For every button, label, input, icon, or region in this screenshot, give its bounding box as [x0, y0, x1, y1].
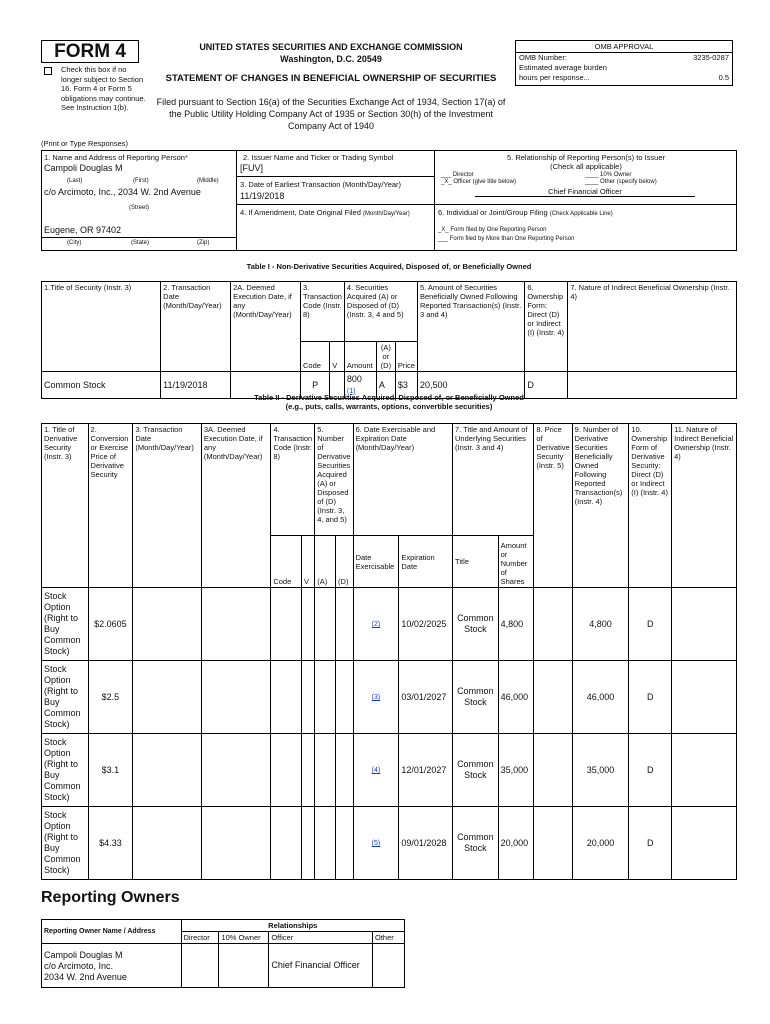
table-row	[42, 588, 737, 661]
t2-row-code	[271, 588, 302, 661]
t2-header-number: 5. Number of Derivative Securities Acquired (A) or Disposed of (D) (Instr. 3, 4, and 5)	[315, 424, 353, 536]
officer-title: Chief Financial Officer	[475, 187, 695, 197]
t2-header-title: 1. Title of Derivative Security (Instr. 3)	[42, 424, 89, 588]
t1-sub-code: Code	[301, 342, 330, 372]
t2-row-a	[315, 588, 336, 661]
box-3-label: 3. Date of Earliest Transaction (Month/Day/Year)	[240, 180, 402, 189]
t1-sub-amount: Amount	[344, 342, 376, 372]
owner-officer-cell: Chief Financial Officer	[269, 944, 373, 988]
owner-ten-percent-cell	[219, 944, 269, 988]
no-longer-subject-checkbox[interactable]	[44, 67, 52, 75]
director-option[interactable]: ___ Director	[441, 172, 474, 178]
box-1-label-text: 1. Name and Address of Reporting Person	[44, 153, 185, 162]
ten-percent-owner-header: 10% Owner	[219, 932, 269, 944]
t2-row-underlying-title: Common Stock	[453, 661, 499, 734]
t2-row-date	[133, 807, 202, 880]
t2-header-owned: 9. Number of Derivative Securities Beneficially Owned Following Reported Transaction(s) (Instr. 4)	[572, 424, 629, 588]
table-row	[42, 734, 737, 807]
t2-row-d	[336, 807, 354, 880]
t2-row-nature	[672, 807, 737, 880]
t2-sub-amount-shares: Amount or Number of Shares	[498, 536, 534, 588]
t2-row-form: D	[629, 661, 672, 734]
t2-header-date: 3. Transaction Date (Month/Day/Year)	[133, 424, 202, 588]
box-6-label	[438, 208, 613, 219]
t2-header-underlying: 7. Title and Amount of Underlying Securities (Instr. 3 and 4)	[453, 424, 534, 536]
asterisk-link[interactable]: *	[184, 153, 188, 162]
last-label: (Last)	[67, 178, 83, 184]
city-label: (City)	[67, 240, 82, 246]
t1-row-title: Common Stock	[42, 372, 161, 399]
t2-row-deemed	[201, 807, 270, 880]
reporting-owners-table	[41, 919, 405, 988]
t2-header-deemed: 3A. Deemed Execution Date, if any (Month/Day/Year)	[201, 424, 270, 588]
t2-header-price: 2. Conversion or Exercise Price of Derivative Security	[88, 424, 133, 588]
box-4-label	[240, 208, 410, 219]
one-person-label: Form filed by One Reporting Person	[450, 227, 547, 233]
t2-row-deemed	[201, 734, 270, 807]
owner-director-cell	[181, 944, 219, 988]
omb-approval-box	[515, 40, 733, 86]
t2-row-amount: 35,000	[498, 734, 534, 807]
more-person-label: Form filed by More than One Reporting Person	[449, 236, 575, 242]
t2-row-nature	[672, 661, 737, 734]
t2-sub-code: Code	[271, 536, 302, 588]
filed-pursuant-text: Filed pursuant to Section 16(a) of the Securities Exchange Act of 1934, Section 17(a) of the Public Utility Holding Company Act of 1935 or Section 30(h) of the Investment Company Act of 1940	[156, 97, 506, 131]
omb-burden-row	[516, 63, 732, 73]
t2-header-form: 10. Ownership Form of Derivative Security: Direct (D) or Indirect (I) (Instr. 4)	[629, 424, 672, 588]
t1-header-nature: 7. Nature of Indirect Beneficial Ownership (Instr. 4)	[568, 282, 737, 372]
t2-row-date-exercisable	[353, 588, 399, 661]
t2-row-price-derivative	[534, 807, 572, 880]
ten-percent-owner-option[interactable]: ____ 10% Owner	[585, 172, 632, 178]
middle-label: (Middle)	[197, 178, 219, 184]
owner-name-header: Reporting Owner Name / Address	[42, 920, 182, 944]
box-3-divider	[237, 204, 434, 205]
t2-row-owned: 20,000	[572, 807, 629, 880]
t2-row-form: D	[629, 588, 672, 661]
other-label: Other (specify below)	[600, 179, 657, 185]
t2-row-price-derivative	[534, 661, 572, 734]
box-1-reporting-person	[41, 150, 237, 251]
t1-row-owned: 20,500	[417, 372, 524, 399]
t1-sub-aord: (A) or (D)	[376, 342, 395, 372]
director-label: Director	[452, 172, 474, 178]
t2-sub-d: (D)	[336, 536, 354, 588]
more-person-option[interactable]: ___ Form filed by More than One Reporting Person	[438, 236, 575, 242]
t2-row-date-exercisable	[353, 661, 399, 734]
t2-row-owned: 35,000	[572, 734, 629, 807]
agency-line-2: Washington, D.C. 20549	[280, 54, 382, 64]
table-2-caption-line-2: (e.g., puts, calls, warrants, options, convertible securities)	[285, 402, 493, 411]
t2-row-date	[133, 661, 202, 734]
check-box-text: Check this box if no longer subject to Section 16. Form 4 or Form 5 obligations may continue. See Instruction 1(b).	[61, 65, 146, 112]
table-row	[42, 944, 405, 988]
t2-row-price: $2.5	[88, 661, 133, 734]
owner-other-cell	[373, 944, 405, 988]
box-2-divider	[237, 176, 434, 177]
officer-header: Officer	[269, 932, 373, 944]
t1-header-securities: 4. Securities Acquired (A) or Disposed of (D) (Instr. 3, 4 and 5)	[344, 282, 417, 342]
box-6-label-text: 6. Individual or Joint/Group Filing	[438, 208, 548, 217]
t2-row-underlying-title: Common Stock	[453, 807, 499, 880]
t2-sub-v: V	[301, 536, 314, 588]
box-5-sub: (Check all applicable)	[550, 162, 622, 171]
box-6-sub: (Check Applicable Line)	[549, 211, 613, 217]
t2-row-price: $2.0605	[88, 588, 133, 661]
t2-row-expiration: 09/01/2028	[399, 807, 453, 880]
t1-amount-value: 800	[346, 373, 362, 384]
t2-sub-a: (A)	[315, 536, 336, 588]
t2-row-d	[336, 661, 354, 734]
t2-row-v	[301, 588, 314, 661]
one-person-mark: _X_	[438, 227, 449, 233]
t2-row-expiration: 10/02/2025	[399, 588, 453, 661]
ten-percent-owner-label: 10% Owner	[600, 172, 632, 178]
box-2-label: 2. Issuer Name and Ticker or Trading Symbol	[243, 153, 394, 162]
omb-number-row	[516, 53, 732, 63]
t1-header-date: 2. Transaction Date (Month/Day/Year)	[161, 282, 231, 372]
t2-row-price-derivative	[534, 588, 572, 661]
t2-row-code	[271, 734, 302, 807]
t2-row-expiration: 03/01/2027	[399, 661, 453, 734]
relationship-block	[435, 150, 737, 251]
other-option[interactable]: ____ Other (specify below)	[585, 179, 657, 185]
one-person-option[interactable]	[438, 227, 546, 233]
form-title: FORM 4	[41, 40, 139, 63]
t2-sub-expiration: Expiration Date	[399, 536, 453, 588]
box-1-label	[44, 153, 188, 162]
t2-row-underlying-title: Common Stock	[453, 734, 499, 807]
t2-header-exercisable: 6. Date Exercisable and Expiration Date (Month/Day/Year)	[353, 424, 452, 536]
t2-row-date-exercisable	[353, 734, 399, 807]
box-5-divider	[435, 204, 737, 205]
table-2	[41, 423, 737, 880]
issuer-block	[237, 150, 435, 251]
reporting-person-name: Campoli Douglas M	[44, 163, 123, 173]
t2-row-price: $4.33	[88, 807, 133, 880]
relationships-header: Relationships	[181, 920, 405, 932]
issuer-symbol: [FUV]	[240, 163, 264, 173]
t1-row-price: $3	[395, 372, 417, 399]
omb-number-value: 3235-0287	[693, 53, 729, 62]
t2-header-price-derivative: 8. Price of Derivative Security (Instr. 5)	[534, 424, 572, 588]
t2-row-d	[336, 588, 354, 661]
city-divider	[41, 237, 236, 238]
footnote-link[interactable]: (5)	[371, 840, 381, 847]
t1-header-deemed: 2A. Deemed Execution Date, if any (Month/Day/Year)	[231, 282, 301, 372]
t2-row-form: D	[629, 734, 672, 807]
t2-row-date	[133, 588, 202, 661]
t2-row-date	[133, 734, 202, 807]
table-1-caption: Table I - Non-Derivative Securities Acquired, Disposed of, or Beneficially Owned	[246, 262, 532, 271]
t2-row-expiration: 12/01/2027	[399, 734, 453, 807]
t2-row-nature	[672, 588, 737, 661]
state-label: (State)	[131, 240, 150, 246]
table-2-caption	[41, 393, 737, 411]
t2-sub-title: Title	[453, 536, 499, 588]
box-4-sub: (Month/Day/Year)	[362, 211, 410, 217]
other-header: Other	[373, 932, 405, 944]
owner-name-cell	[42, 944, 182, 988]
reporting-person-address: c/o Arcimoto, Inc., 2034 W. 2nd Avenue	[44, 187, 201, 197]
t2-row-owned: 46,000	[572, 661, 629, 734]
t2-row-title: Stock Option (Right to Buy Common Stock)	[42, 807, 89, 880]
officer-option[interactable]	[441, 179, 516, 185]
table-2-caption-line-1: Table II - Derivative Securities Acquired, Disposed of, or Beneficially Owned	[254, 393, 524, 402]
t2-row-amount: 4,800	[498, 588, 534, 661]
owner-name-line-2: c/o Arcimoto, Inc.	[44, 961, 114, 971]
box-5-label: 5. Relationship of Reporting Person(s) to Issuer	[507, 153, 665, 162]
t1-sub-price: Price	[395, 342, 417, 372]
t2-row-v	[301, 807, 314, 880]
t1-header-title: 1.Title of Security (Instr. 3)	[42, 282, 161, 372]
agency-heading	[150, 41, 512, 65]
t2-row-deemed	[201, 588, 270, 661]
print-type-label: (Print or Type Responses)	[41, 139, 128, 148]
agency-line-1: UNITED STATES SECURITIES AND EXCHANGE COMMISSION	[199, 42, 463, 52]
t2-row-price-derivative	[534, 734, 572, 807]
statement-title: STATEMENT OF CHANGES IN BENEFICIAL OWNERSHIP OF SECURITIES	[165, 73, 497, 84]
t1-sub-v: V	[330, 342, 345, 372]
t2-row-v	[301, 734, 314, 807]
t1-header-form: 6. Ownership Form: Direct (D) or Indirect (I) (Instr. 4)	[525, 282, 568, 372]
t2-row-code	[271, 661, 302, 734]
t2-row-underlying-title: Common Stock	[453, 588, 499, 661]
footnote-link-1[interactable]: (1)	[346, 387, 356, 395]
t2-header-nature: 11. Nature of Indirect Beneficial Ownership (Instr. 4)	[672, 424, 737, 588]
t2-row-a	[315, 807, 336, 880]
t2-header-code: 4. Transaction Code (Instr. 8)	[271, 424, 315, 536]
street-label: (Street)	[129, 205, 150, 211]
t2-row-title: Stock Option (Right to Buy Common Stock)	[42, 588, 89, 661]
footnote-link[interactable]: (2)	[371, 621, 381, 628]
t1-row-code: P	[301, 372, 330, 399]
t1-row-date: 11/19/2018	[161, 372, 231, 399]
t2-row-form: D	[629, 807, 672, 880]
director-header: Director	[181, 932, 219, 944]
t1-row-aord: A	[376, 372, 395, 399]
t2-row-nature	[672, 734, 737, 807]
t2-row-title: Stock Option (Right to Buy Common Stock)	[42, 734, 89, 807]
t2-row-d	[336, 734, 354, 807]
t2-row-v	[301, 661, 314, 734]
t1-row-form: D	[525, 372, 568, 399]
officer-label: Officer (give title below)	[453, 179, 516, 185]
reporting-owners-heading: Reporting Owners	[41, 889, 180, 906]
t1-header-code: 3. Transaction Code (Instr. 8)	[301, 282, 345, 342]
t1-header-amount: 5. Amount of Securities Beneficially Owned Following Reported Transaction(s) (Instr. 3 and 4)	[417, 282, 524, 372]
t2-row-date-exercisable	[353, 807, 399, 880]
earliest-transaction-date: 11/19/2018	[240, 191, 285, 201]
zip-label: (Zip)	[197, 240, 210, 246]
t2-row-code	[271, 807, 302, 880]
first-label: (First)	[133, 178, 149, 184]
t2-row-amount: 46,000	[498, 661, 534, 734]
t2-row-title: Stock Option (Right to Buy Common Stock)	[42, 661, 89, 734]
table-row	[42, 807, 737, 880]
officer-mark: _X_	[441, 179, 452, 185]
footnote-link[interactable]: (3)	[371, 694, 381, 701]
box-4-label-text: 4. If Amendment, Date Original Filed	[240, 208, 361, 217]
omb-title: OMB APPROVAL	[516, 41, 732, 53]
t2-sub-date-exercisable: Date Exercisable	[353, 536, 399, 588]
omb-hours-row	[516, 73, 732, 83]
owner-name-line-1: Campoli Douglas M	[44, 950, 123, 960]
omb-hours-value: 0.5	[718, 73, 729, 82]
footnote-link[interactable]: (4)	[371, 767, 381, 774]
t2-row-a	[315, 734, 336, 807]
omb-hours-label: hours per response...	[519, 73, 590, 82]
table-1	[41, 281, 737, 399]
owner-name-line-3: 2034 W. 2nd Avenue	[44, 972, 127, 982]
omb-burden-label: Estimated average burden	[519, 63, 607, 72]
t2-row-a	[315, 661, 336, 734]
t2-row-deemed	[201, 661, 270, 734]
t2-row-price: $3.1	[88, 734, 133, 807]
table-row	[42, 661, 737, 734]
omb-number-label: OMB Number:	[519, 53, 567, 62]
t2-row-amount: 20,000	[498, 807, 534, 880]
t2-row-owned: 4,800	[572, 588, 629, 661]
city-state-zip: Eugene, OR 97402	[44, 225, 122, 235]
